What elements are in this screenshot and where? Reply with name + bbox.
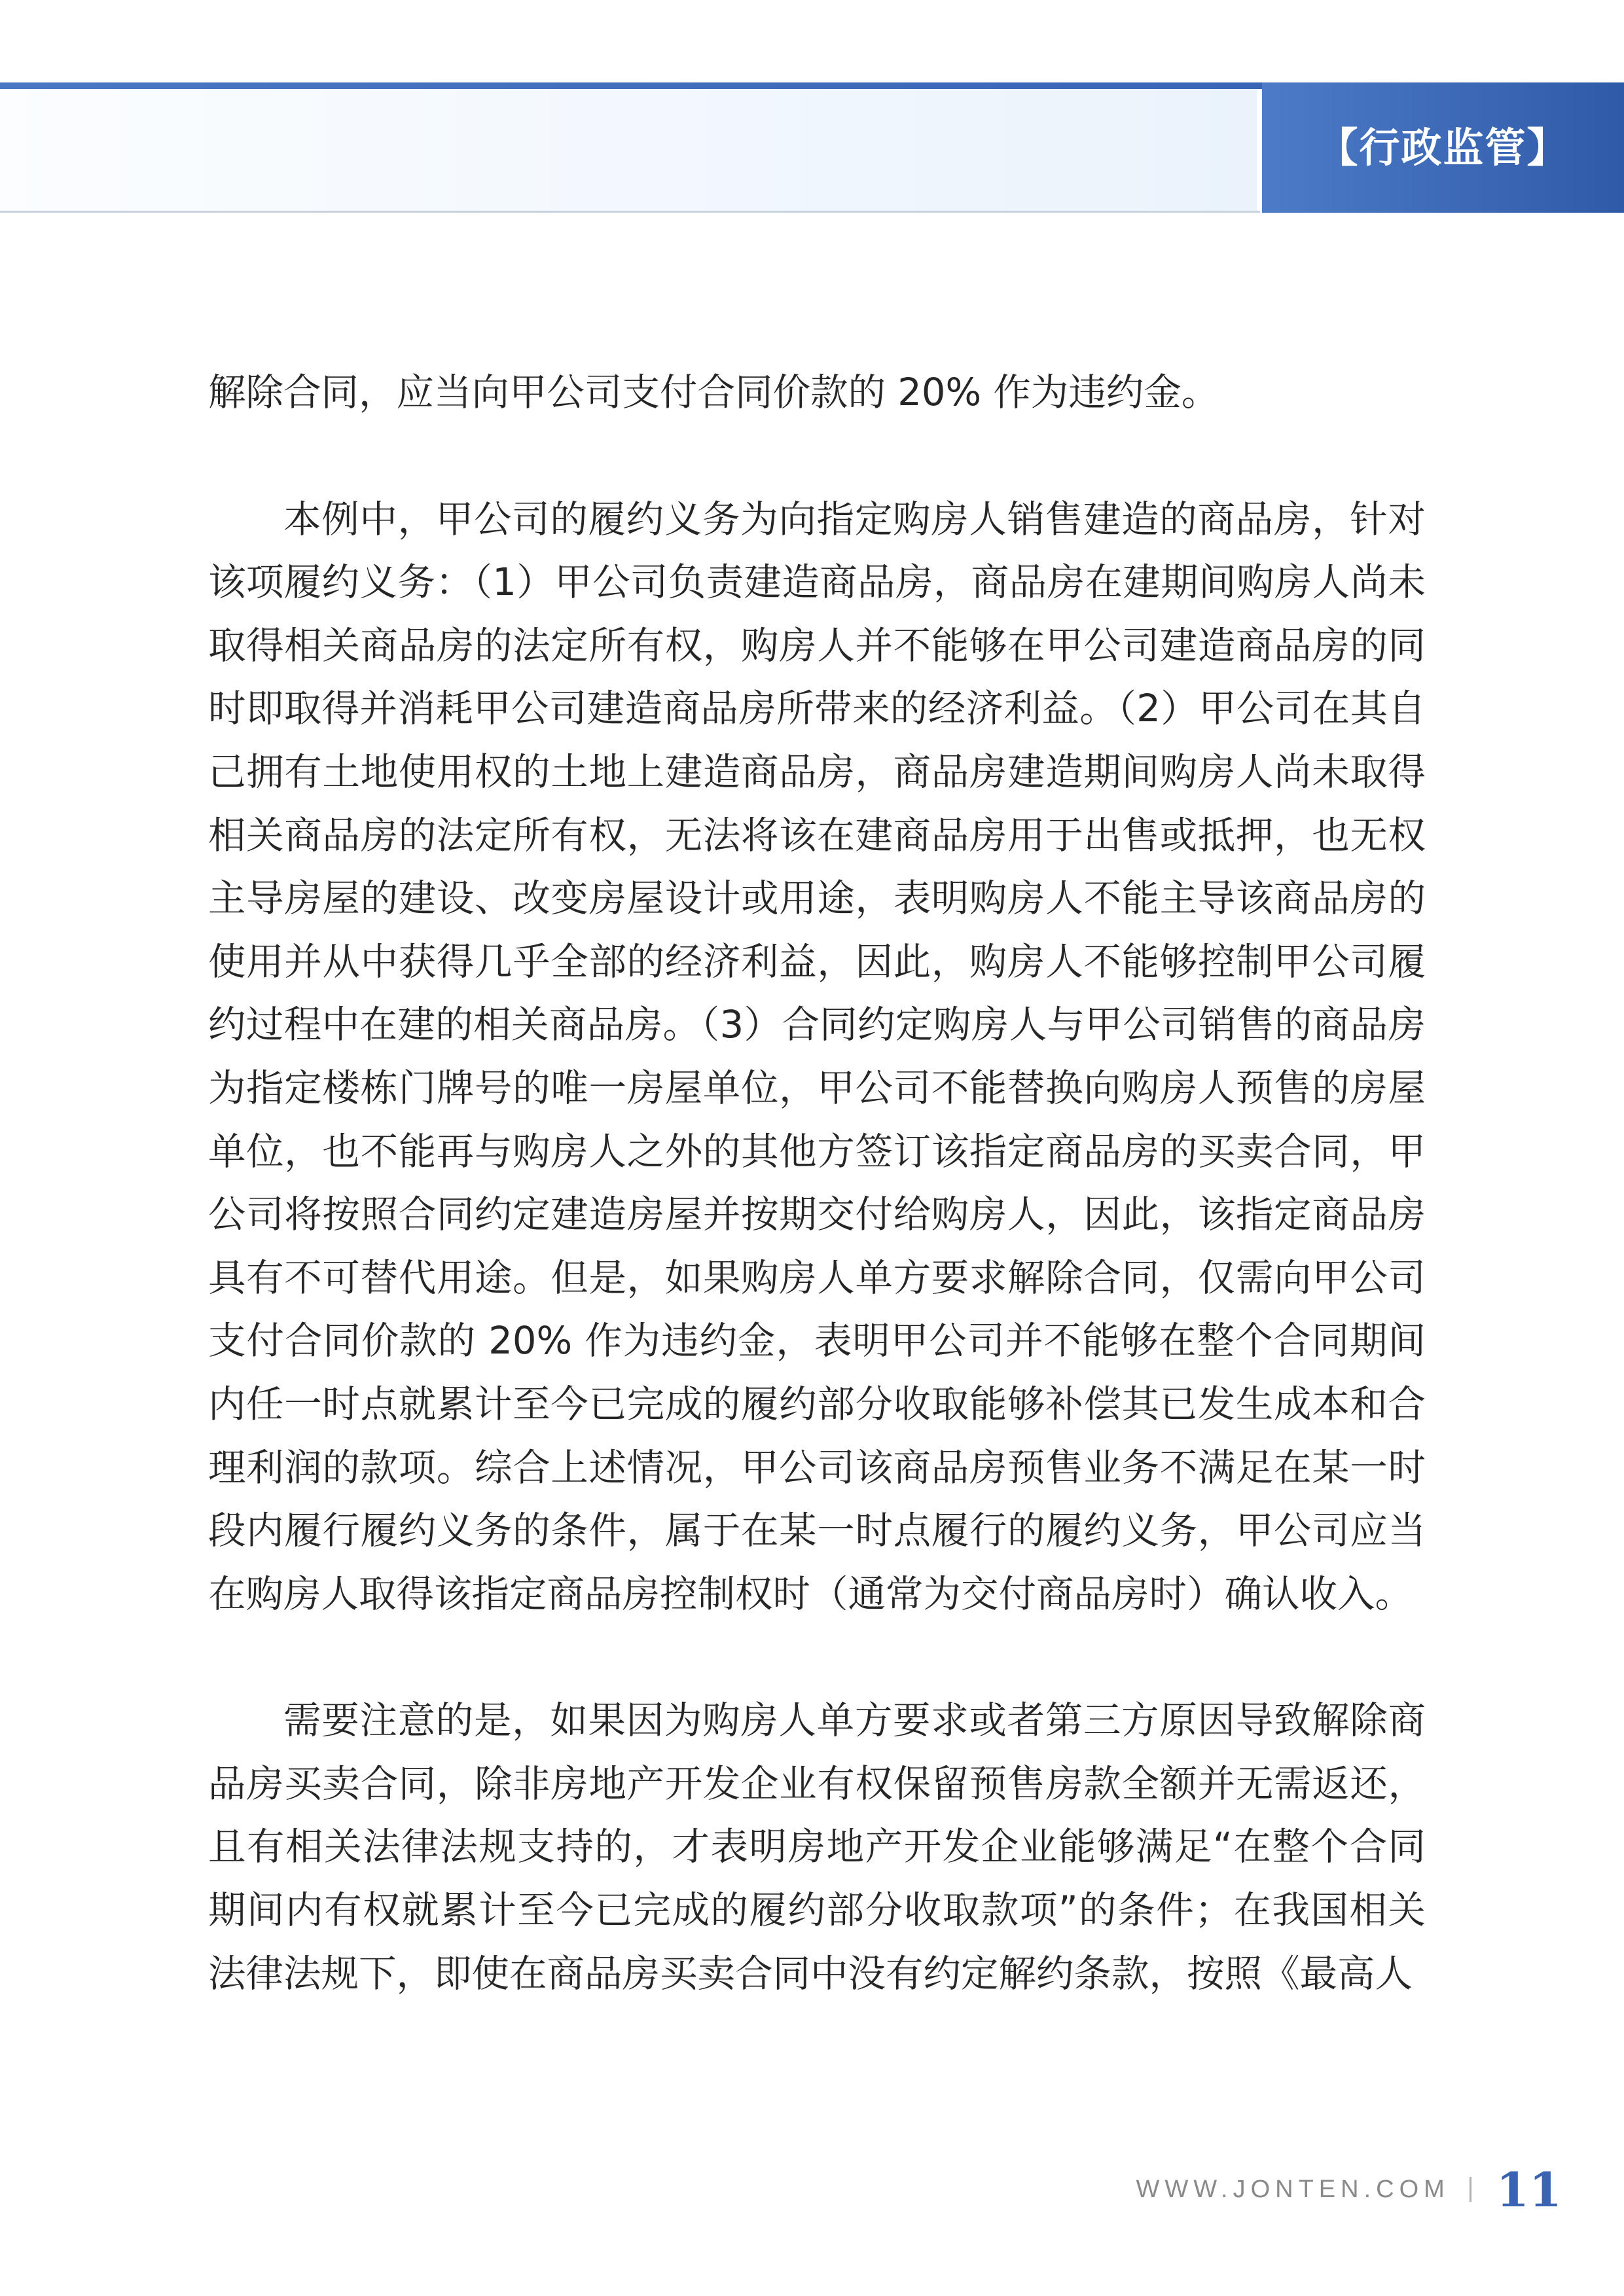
page-footer [1136,2153,1562,2225]
website-link[interactable]: WWW.JONTEN.COM [1136,2175,1450,2203]
paragraph-note: 需要注意的是，如果因为购房人单方要求或者第三方原因导致解除商品房买卖合同，除非房地产开发企业有权保留预售房款全额并无需返还，且有相关法律法规支持的，才表明房地产开发企业能够满足“在整个合同期间内有权就累计至今已完成的履约部分收取款项”的条件；在我国相关法律法规下，即使在商品房买卖合同中没有约定解约条款，按照《最高人 [208,1698,1426,1996]
paragraph-example-analysis: 本例中，甲公司的履约义务为向指定购房人销售建造的商品房，针对该项履约义务：（1）甲公司负责建造商品房，商品房在建期间购房人尚未取得相关商品房的法定所有权，购房人并不能够在甲公司建造商品房的同时即取得并消耗甲公司建造商品房所带来的经济利益。（2）甲公司在其自己拥有土地使用权的土地上建造商品房，商品房建造期间购房人尚未取得相关商品房的法定所有权，无法将该在建商品房用于出售或抵押，也无权主导房屋的建设、改变房屋设计或用途，表明购房人不能主导该商品房的使用并从中获得几乎全部的经济利益，因此，购房人不能够控制甲公司履约过程中在建的相关商品房。（3）合同约定购房人与甲公司销售的商品房为指定楼栋门牌号的唯一房屋单位，甲公司不能替换向购房人预售的房屋单位，也不能再与购房人之外的其他方签订该指定商品房的买卖合同，甲公司将按照合同约定建造房屋并按期交付给购房人，因此，该指定商品房具有不可替代用途。但是，如果购房人单方要求解除合同，仅需向甲公司支付合同价款的 20% 作为违约金，表明甲公司并不能够在整个合同期间内任一时点就累计至今已完成的履约部分收取能够补偿其已发生成本和合理利润的款项。综合上述情况，甲公司该商品房预售业务不满足在某一时段内履行履约义务的条件，属于在某一时点履行的履约义务，甲公司应当在购房人取得该指定商品房控制权时（通常为交付商品房时）确认收入。 [208,497,1426,1616]
section-title: 【行政监管】 [1317,124,1569,171]
header-top-rule [0,82,1263,89]
header-band [0,89,1257,211]
paragraph-spacer [208,1626,1426,1689]
header-divider [0,211,1260,213]
article-body [208,361,1426,2005]
footer-separator [1470,2177,1471,2202]
page-number: 11 [1496,2161,1562,2217]
paragraph-continuation: 解除合同，应当向甲公司支付合同价款的 20% 作为违约金。 [208,370,1219,414]
paragraph-spacer [208,425,1426,488]
